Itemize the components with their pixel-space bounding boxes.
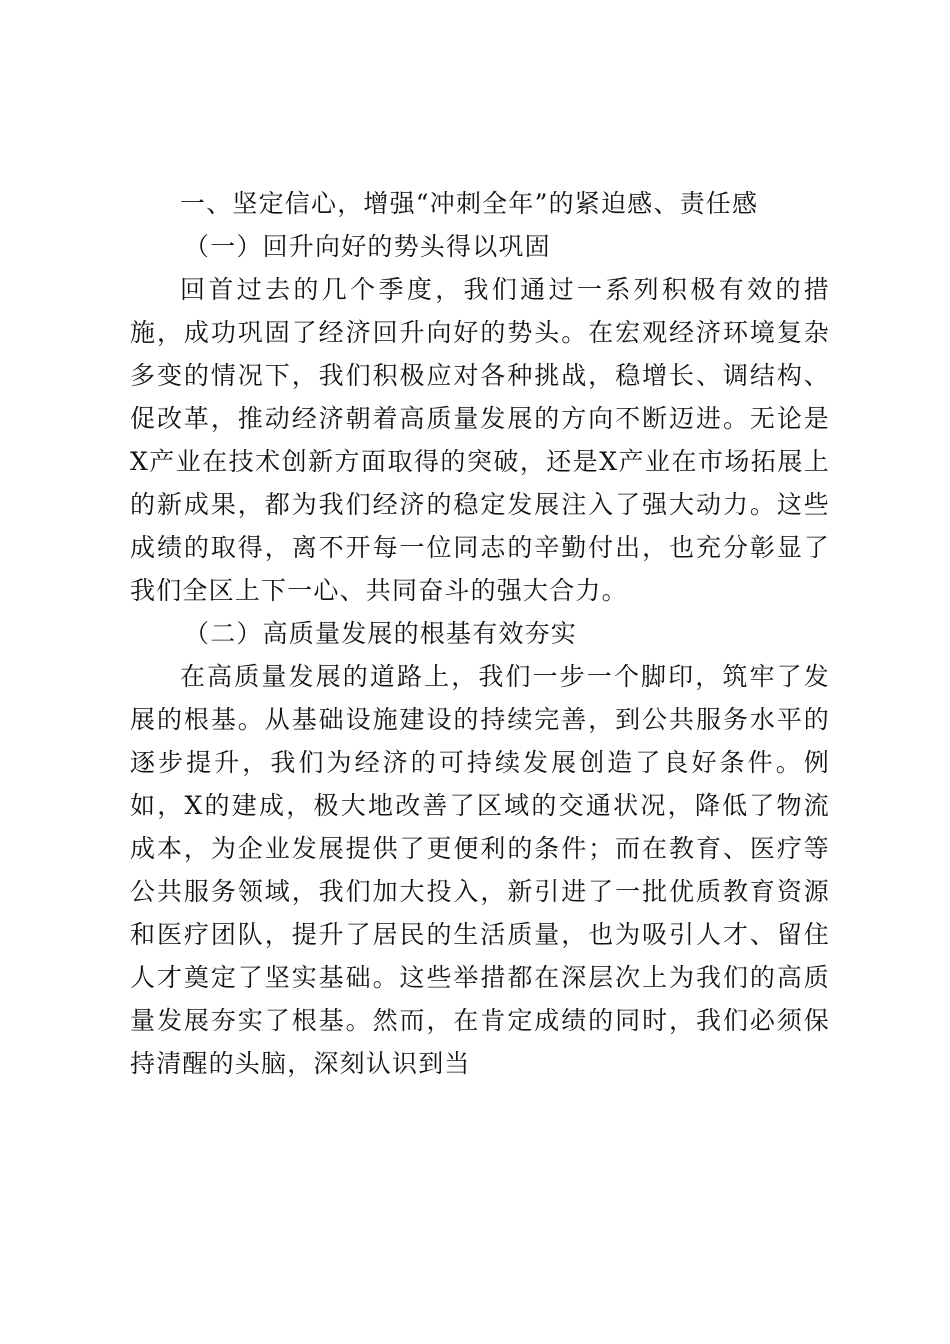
- body-paragraph-2: 在高质量发展的道路上，我们一步一个脚印，筑牢了发展的根基。从基础设施建设的持续完善，到公共服务水平的逐步提升，我们为经济的可持续发展创造了良好条件。例如，X的建成，极大地改善了区域的交通状况，降低了物流成本，为企业发展提供了更便利的条件；而在教育、医疗等公共服务领域，我们加大投入，新引进了一批优质教育资源和医疗团队，提升了居民的生活质量，也为吸引人才、留住人才奠定了坚实基础。这些举措都在深层次上为我们的高质量发展夯实了根基。然而，在肯定成绩的同时，我们必须保持清醒的头脑，深刻认识到当: [130, 662, 830, 1078]
- subsection-heading-2: （二）高质量发展的根基有效夯实: [184, 619, 578, 648]
- document-body: [130, 182, 830, 1085]
- subsection-heading-1: （一）回升向好的势头得以巩固: [184, 232, 551, 261]
- section-heading: 一、坚定信心，增强“冲刺全年”的紧迫感、责任感: [180, 189, 759, 218]
- body-paragraph-1: 回首过去的几个季度，我们通过一系列积极有效的措施，成功巩固了经济回升向好的势头。在宏观经济环境复杂多变的情况下，我们积极应对各种挑战，稳增长、调结构、促改革，推动经济朝着高质量发展的方向不断迈进。无论是X产业在技术创新方面取得的突破，还是X产业在市场拓展上的新成果，都为我们经济的稳定发展注入了强大动力。这些成绩的取得，离不开每一位同志的辛勤付出，也充分彰显了我们全区上下一心、共同奋斗的强大合力。: [130, 275, 830, 605]
